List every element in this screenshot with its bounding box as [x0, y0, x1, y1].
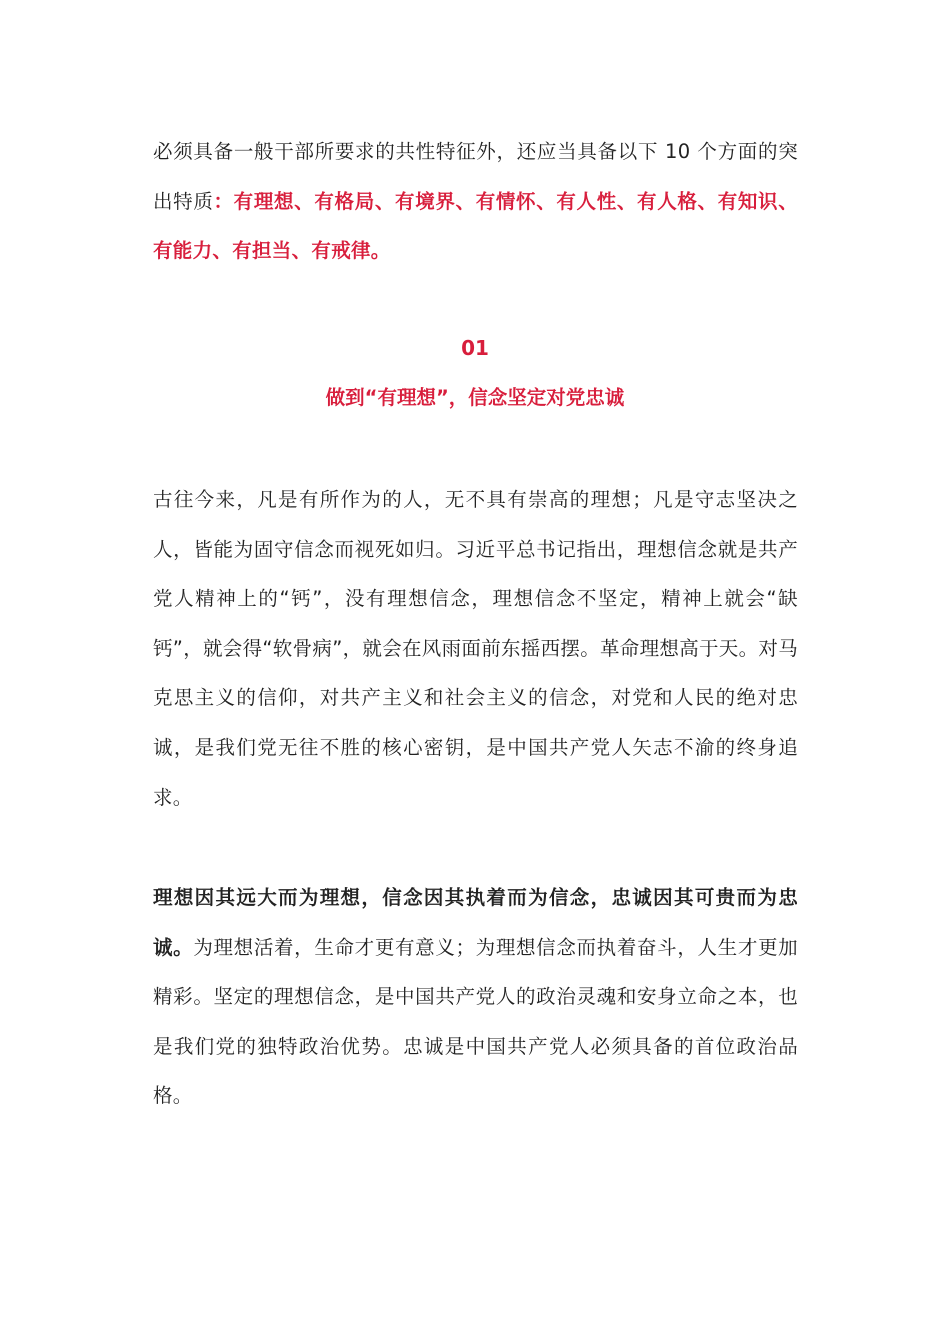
intro-text: 必须具备一般干部所要求的共性特征外，还应当具备以下 10 个方面的突出特质 [153, 140, 798, 213]
body-paragraph-2 [153, 873, 798, 1121]
section-number: 01 [461, 336, 489, 360]
intro-highlight: ：有理想、有格局、有境界、有情怀、有人性、有人格、有知识、有能力、有担当、有戒律。 [153, 189, 799, 263]
section-title: 做到“有理想”，信念坚定对党忠诚 [325, 386, 625, 409]
paragraph2-text: 为理想活着，生命才更有意义；为理想信念而执着奋斗，人生才更加精彩。坚定的理想信念，是中国共产党人的政治灵魂和安身立命之本，也是我们党的独特政治优势。忠诚是中国共产党人必须具备的首位政治品格。 [153, 935, 798, 1108]
paragraph2-bold-lead: 理想因其远大而为理想，信念因其执着而为信念，忠诚因其可贵而为忠诚。 [153, 886, 798, 959]
intro-paragraph [153, 127, 798, 276]
body-paragraph-1: 古往今来，凡是有所作为的人，无不具有崇高的理想；凡是守志坚决之人，皆能为固守信念而视死如归。习近平总书记指出，理想信念就是共产党人精神上的“钙”，没有理想信念，理想信念不坚定，精神上就会“缺钙”，就会得“软骨病”，就会在风雨面前东摇西摆。革命理想高于天。对马克思主义的信仰，对共产主义和社会主义的信念，对党和人民的绝对忠诚，是我们党无往不胜的核心密钥，是中国共产党人矢志不渝的终身追求。 [153, 488, 799, 809]
